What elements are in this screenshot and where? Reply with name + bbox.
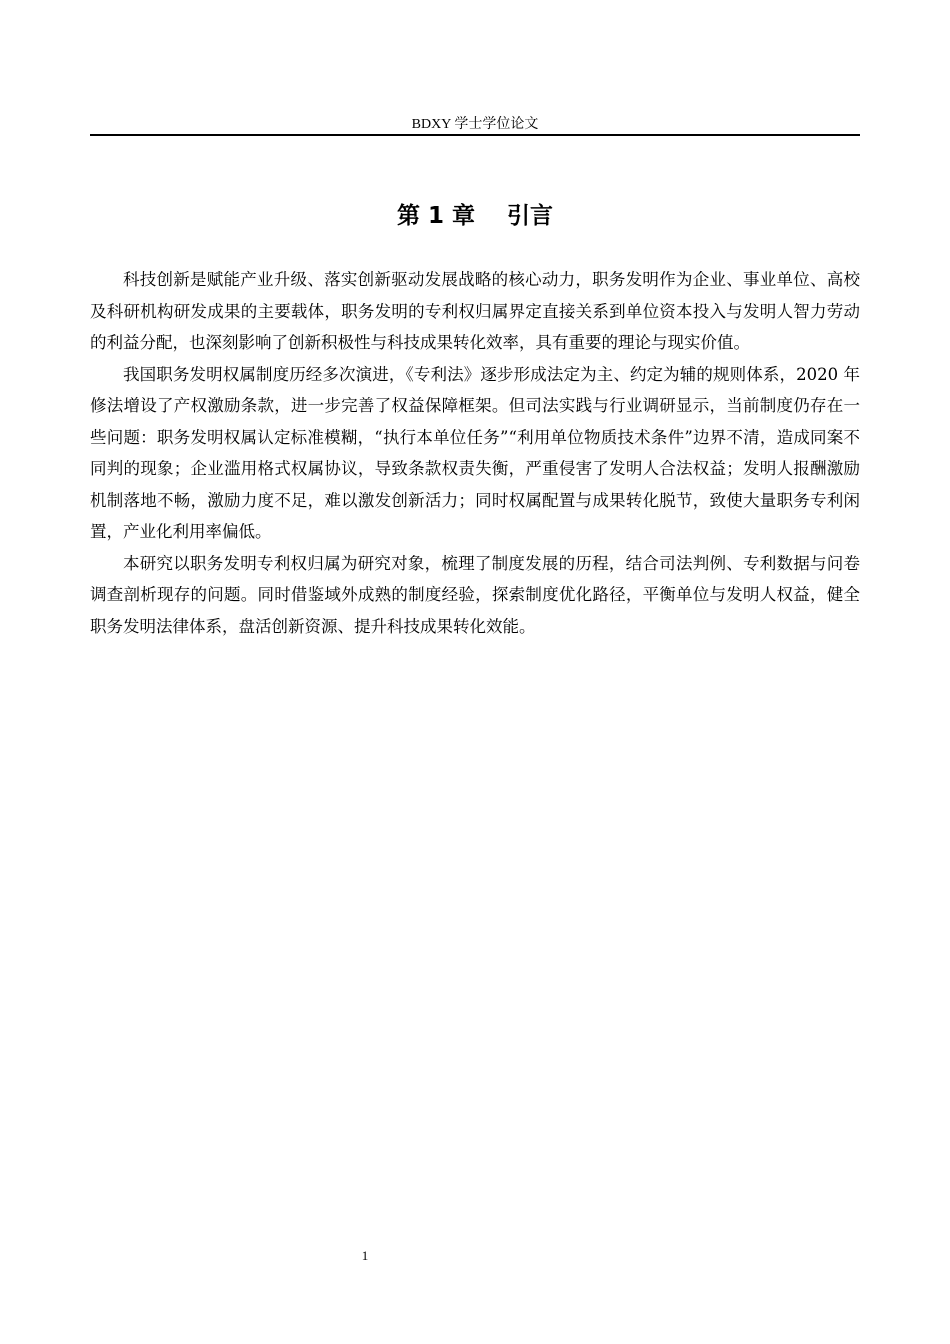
body-text [90,264,860,642]
page-number: 1 [361,1248,369,1263]
paragraph-2: 我国职务发明权属制度历经多次演进，《专利法》逐步形成法定为主、约定为辅的规则体系，2020 年修法增设了产权激励条款，进一步完善了权益保障框架。但司法实践与行业调研显示，当前制度仍存在一些问题：职务发明权属认定标准模糊，“执行本单位任务”“利用单位物质技术条件”边界不清，造成同案不同判的现象；企业滥用格式权属协议，导致条款权责失衡，严重侵害了发明人合法权益；发明人报酬激励机制落地不畅，激励力度不足，难以激发创新活力；同时权属配置与成果转化脱节，致使大量职务专利闲置，产业化利用率偏低。 [90,364,860,541]
paragraph-1: 科技创新是赋能产业升级、落实创新驱动发展战略的核心动力，职务发明作为企业、事业单位、高校及科研机构研发成果的主要载体，职务发明的专利权归属界定直接关系到单位资本投入与发明人智力劳动的利益分配，也深刻影响了创新积极性与科技成果转化效率，具有重要的理论与现实价值。 [90,270,860,352]
header-rule [90,134,860,136]
chapter-title: 第 1 章 引言 [396,203,554,229]
paragraph-3: 本研究以职务发明专利权归属为研究对象，梳理了制度发展的历程，结合司法判例、专利数据与问卷调查剖析现存的问题。同时借鉴域外成熟的制度经验，探索制度优化路径，平衡单位与发明人权益，健全职务发明法律体系，盘活创新资源、提升科技成果转化效能。 [90,553,860,636]
running-header: BDXY 学士学位论文 [411,117,539,132]
